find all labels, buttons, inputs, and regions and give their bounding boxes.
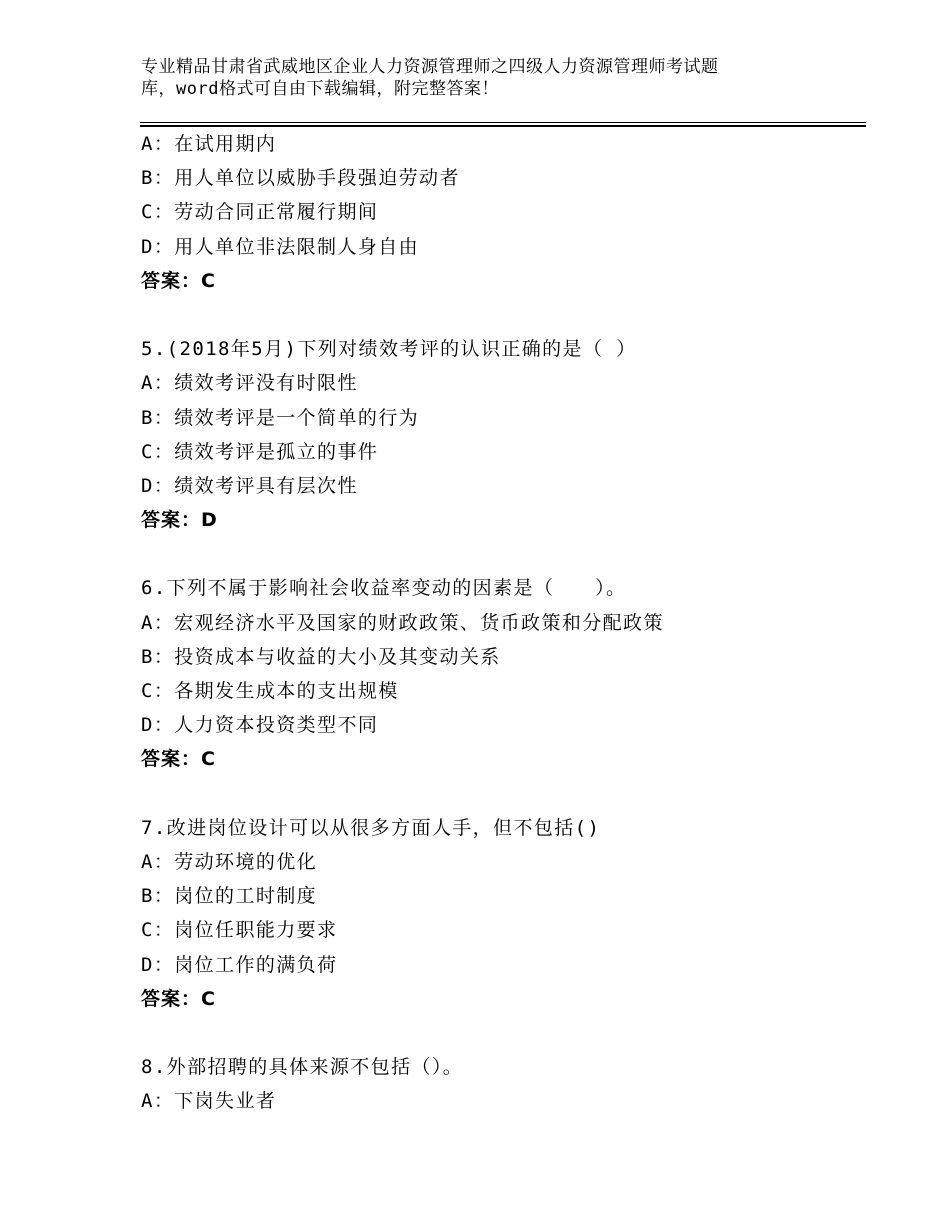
option-a: A：下岗失业者 [141, 1090, 277, 1113]
option-d: D：用人单位非法限制人身自由 [141, 235, 420, 258]
question-8 [141, 1050, 861, 1118]
question-7 [141, 811, 861, 1016]
answer-line: 答案：C [141, 987, 216, 1010]
question-text: 6.下列不属于影响社会收益率变动的因素是（ ）。 [141, 577, 627, 600]
header-rule-thin [140, 122, 866, 123]
option-b: B：绩效考评是一个简单的行为 [141, 406, 420, 429]
document-header [141, 56, 781, 100]
spacer [141, 1016, 861, 1050]
option-b: B：投资成本与收益的大小及其变动关系 [141, 645, 501, 668]
question-list [141, 127, 861, 1118]
question-text: 7.改进岗位设计可以从很多方面人手，但不包括() [141, 816, 601, 839]
option-d: D：人力资本投资类型不同 [141, 714, 379, 737]
option-a: A：劳动环境的优化 [141, 850, 318, 873]
question-text: 8.外部招聘的具体来源不包括（）。 [141, 1056, 464, 1079]
option-a: A：宏观经济水平及国家的财政政策、货币政策和分配政策 [141, 611, 664, 634]
option-c: C：岗位任职能力要求 [141, 919, 338, 942]
answer-line: 答案：C [141, 269, 216, 292]
question-4 [141, 127, 861, 298]
option-c: C：绩效考评是孤立的事件 [141, 440, 379, 463]
header-line-2: 库，word格式可自由下载编辑，附完整答案！ [141, 79, 499, 99]
question-text: 5.(2018年5月)下列对绩效考评的认识正确的是（ ） [141, 338, 637, 361]
option-b: B：岗位的工时制度 [141, 885, 318, 908]
spacer [141, 298, 861, 332]
question-5 [141, 332, 861, 537]
option-c: C：劳动合同正常履行期间 [141, 201, 379, 224]
answer-line: 答案：D [141, 509, 218, 532]
question-6 [141, 571, 861, 776]
option-d: D：岗位工作的满负荷 [141, 953, 338, 976]
spacer [141, 537, 861, 571]
option-a: A：在试用期内 [141, 133, 277, 155]
option-b: B：用人单位以威胁手段强迫劳动者 [141, 167, 460, 190]
option-a: A：绩效考评没有时限性 [141, 372, 358, 395]
header-line-1: 专业精品甘肃省武威地区企业人力资源管理师之四级人力资源管理师考试题 [141, 57, 719, 77]
answer-line: 答案：C [141, 748, 216, 771]
option-d: D：绩效考评具有层次性 [141, 474, 358, 497]
option-c: C：各期发生成本的支出规模 [141, 680, 399, 702]
spacer [141, 777, 861, 811]
